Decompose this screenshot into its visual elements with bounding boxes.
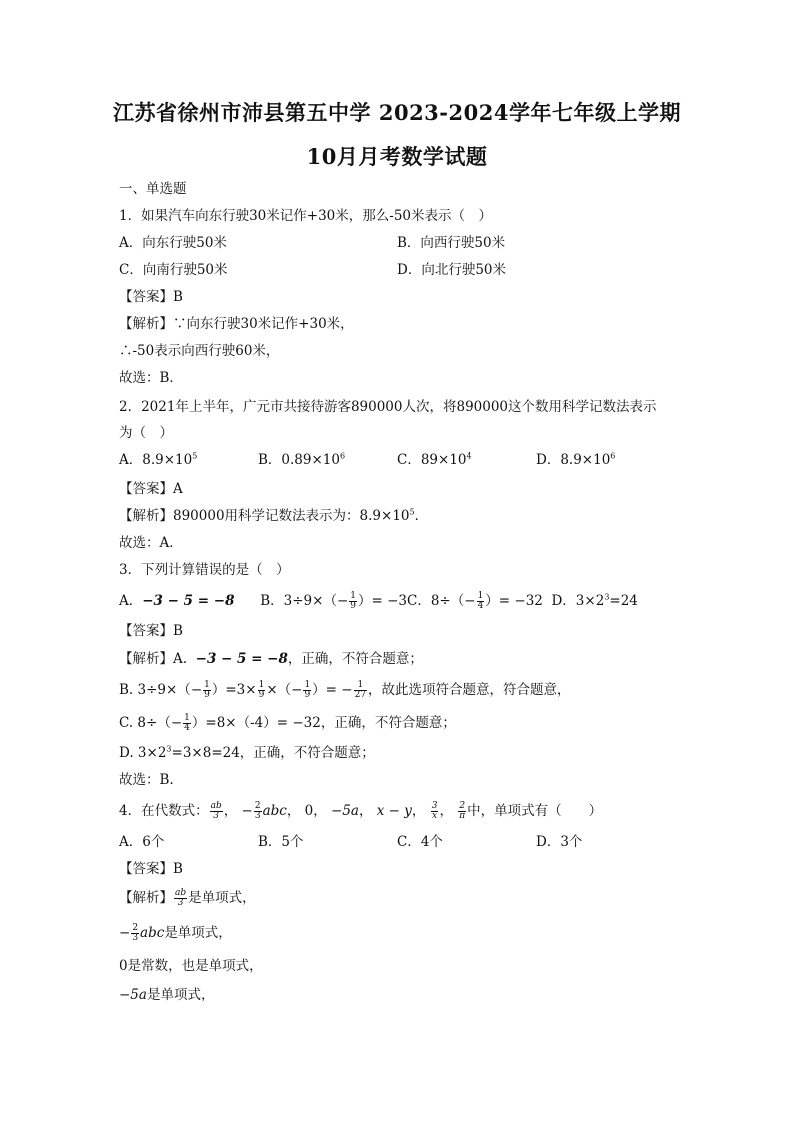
q4-answer-value: B: [173, 861, 183, 877]
q4-analysis-2: − $\frac{2}{3}$ abc是单项式，: [119, 923, 232, 943]
q3-stem: 3．下列计算错误的是（ ）: [119, 562, 290, 578]
q2-option-c: C．$89\times 10^4$: [397, 451, 472, 468]
q2-answer-value: A: [173, 481, 183, 497]
q4-option-d: D．3个: [536, 834, 583, 850]
q3-analysis-b: B. 3÷9×（− $\frac{1}{9}$ ）=3× $\frac{1}{9}$ ×（− $\frac{1}{9}$ ）= − $\frac{1}{27}$ ，故此选项符合题意，符合题意，: [119, 680, 571, 700]
answer-label: 【答案】: [119, 623, 173, 639]
q2-stem-1: 2．2021年上半年，广元市共接待游客890000人次，将890000这个数用科学记数法表示: [119, 399, 657, 415]
q3-answer: [119, 622, 183, 640]
q1-answer: [119, 288, 183, 306]
q4-analysis-3: 0是常数，也是单项式，: [119, 958, 263, 974]
fraction-1-9: $\frac{1}{9}$: [350, 591, 357, 611]
q2-stem-2: 为（ ）: [119, 425, 173, 441]
q2-option-b: B．$0.89\times 10^6$: [258, 451, 346, 468]
document-title-line2: 10月月考数学试题: [306, 144, 488, 169]
answer-label: 【答案】: [119, 481, 173, 497]
q2-answer: [119, 480, 183, 498]
q2-option-d: D．$8.9\times 10^6$: [536, 451, 616, 468]
q4-option-a: A．6个: [119, 834, 165, 850]
q4-analysis-4: −5a是单项式，: [119, 987, 215, 1003]
q4-option-c: C．4个: [397, 834, 443, 850]
q3-analysis-d: D. $3\times 2^3=3\times 8=24$，正确，不符合题意；: [119, 744, 375, 761]
q3-options: A．−3 − 5 = −8 B．3÷9×（− $\frac{1}{9}$ ）= −3C．8÷（− $\frac{1}{4}$ ）= −32 D．$3\times 2^3=24$: [119, 591, 638, 611]
q2-analysis: 【解析】890000用科学记数法表示为：$8.9\times 10^5$．: [119, 507, 429, 524]
answer-label: 【答案】: [119, 289, 173, 305]
fraction-1-4: $\frac{1}{4}$: [477, 591, 484, 611]
q1-conclusion: 故选：B．: [119, 370, 183, 386]
q4-stem: 4．在代数式： $\frac{ab}{3}$ ， − $\frac{2}{3}$ abc， 0， −5a， x − y， $\frac{3}{x}$ ， $\frac{2}{\pi}$ 中，单项式有（ ）: [119, 801, 603, 821]
q4-answer: [119, 860, 183, 878]
q1-analysis-1: [119, 315, 354, 333]
q4-option-b: B．5个: [258, 834, 304, 850]
q1-option-a: A．向东行驶50米: [119, 235, 227, 251]
analysis-label: 【解析】: [119, 316, 173, 332]
q2-conclusion: 故选：A．: [119, 535, 183, 551]
q1-option-c: C．向南行驶50米: [119, 262, 228, 278]
q1-option-d: D．向北行驶50米: [397, 262, 507, 278]
q3-conclusion: 故选：B.: [119, 772, 174, 788]
q1-analysis-text: ∵向东行驶30米记作+30米，: [173, 316, 354, 332]
q3-analysis-c: C. 8÷（− $\frac{1}{4}$ ）=8×（-4）= −32，正确，不符合题意；: [119, 713, 456, 733]
q3-analysis-a: 【解析】A. −3 − 5 = −8，正确，不符合题意；: [119, 651, 423, 667]
section-heading: 一、单选题: [119, 181, 187, 197]
q1-analysis-2: ∴-50表示向西行驶60米，: [119, 343, 280, 359]
q4-analysis-1: 【解析】 $\frac{ab}{3}$ 是单项式，: [119, 888, 256, 908]
answer-label: 【答案】: [119, 861, 173, 877]
q1-option-b: B．向西行驶50米: [397, 235, 506, 251]
q1-stem: 1．如果汽车向东行驶30米记作+30米，那么-50米表示（ ）: [119, 208, 492, 224]
q2-option-a: A．$8.9\times 10^5$: [119, 451, 198, 468]
q1-answer-value: B: [173, 289, 183, 305]
q3-answer-value: B: [173, 623, 183, 639]
document-title-line1: 江苏省徐州市沛县第五中学 2023-2024学年七年级上学期: [113, 100, 681, 125]
